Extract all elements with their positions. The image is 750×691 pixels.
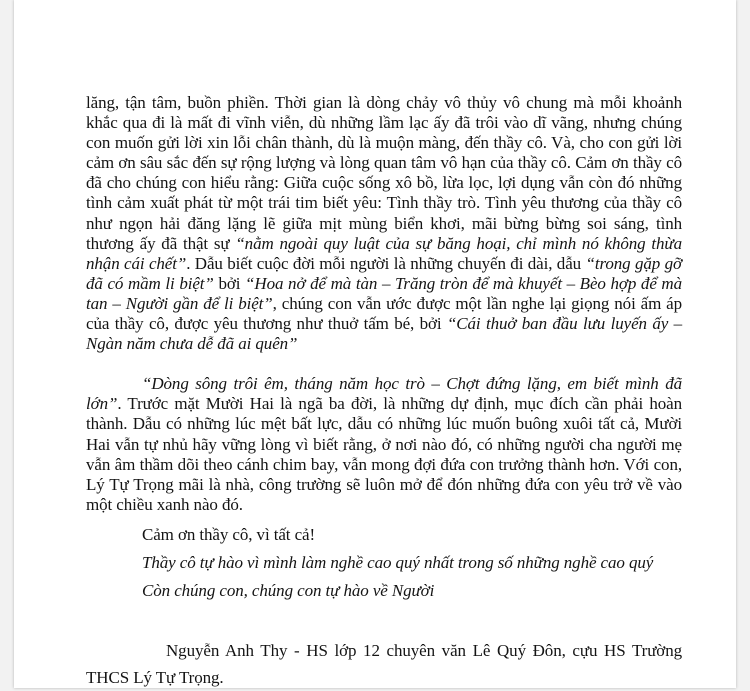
text-run: lăng, tận tâm, buồn phiền. Thời gian là dòng chảy vô thủy vô chung mà mỗi khoảnh khắc qua đi là mất đi vĩnh viễn, dù những lầm lạc ấy đã trôi vào dĩ vãng, nhưng chúng con muốn gửi lời xin lỗi chân thành, dù là muộn màng, đến thầy cô. Và, cho con gửi lời cảm ơn sâu sắc đến sự rộng lượng và lòng quan tâm vô hạn của thầy cô. Cảm ơn thầy cô đã cho chúng con hiểu rằng: Giữa cuộc sống xô bồ, lừa lọc, lợi dụng vẫn còn đó những tình cảm xuất phát từ một trái tim biết yêu: Tình thầy trò. Tình yêu thương của thầy cô như ngọn hải đăng lặng lẽ giữa mịt mùng biển khơi, mãi bừng bừng soi sáng, tình thương ấy đã thật sự: [86, 93, 682, 253]
quote: “Cái thuở ban đầu lưu luyến ấy – Ngàn năm chưa dễ đã ai quên”: [86, 314, 682, 354]
quote: “Hoa nở để mà tàn – Trăng tròn để mà khuyết – Bèo hợp để mà tan – Người gần để li biệt”: [86, 273, 683, 313]
text-run: . Trước mặt Mười Hai là ngã ba đời, là những dự định, mục đích cần phải hoàn thành. Dẫu có những lúc mệt bất lực, dẫu có những lúc muốn buông xuôi tất cả, Mười Hai vẫn tự nhủ hãy vững lòng vì biết rằng, ở nơi nào đó, có những người cha người mẹ vẫn âm thầm dõi theo cánh chim bay, vẫn mong đợi đứa con trưởng thành hơn. Với con, Lý Tự Trọng mãi là nhà, công trường sẽ luôn mở để đón những đứa con yêu trở về vào một chiều xanh nào đó.: [86, 394, 682, 514]
document-body: [86, 93, 682, 691]
thanks-line: Cảm ơn thầy cô, vì tất cả!: [142, 524, 316, 544]
text-run: bởi: [213, 273, 246, 293]
paragraph-1: [86, 93, 682, 354]
poem-line-1: Thầy cô tự hào vì mình làm nghề cao quý nhất trong số những nghề cao quý: [142, 552, 654, 572]
signature: Nguyễn Anh Thy - HS lớp 12 chuyên văn Lê Quý Đôn, cựu HS Trường THCS Lý Tự Trọng.: [86, 641, 682, 688]
poem-line-2: Còn chúng con, chúng con tự hào về Người: [142, 581, 435, 601]
text-run: , chúng con vẫn ước được một lần nghe lại giọng nói ấm áp của thầy cô, được yêu thương như thuở tấm bé, bởi: [86, 293, 682, 334]
quote: “Dòng sông trôi êm, tháng năm học trò – Chợt đứng lặng, em biết mình đã lớn”: [86, 374, 682, 414]
quote: “nằm ngoài quy luật của sự băng hoại, chỉ mình nó không thừa nhận cái chết”: [86, 233, 682, 273]
document-page: [14, 0, 736, 688]
quote: “trong gặp gỡ đã có mầm li biệt”: [86, 253, 683, 293]
text-run: . Dẫu biết cuộc đời mỗi người là những chuyến đi dài, dẫu: [186, 253, 586, 273]
paragraph-2: [86, 374, 682, 515]
